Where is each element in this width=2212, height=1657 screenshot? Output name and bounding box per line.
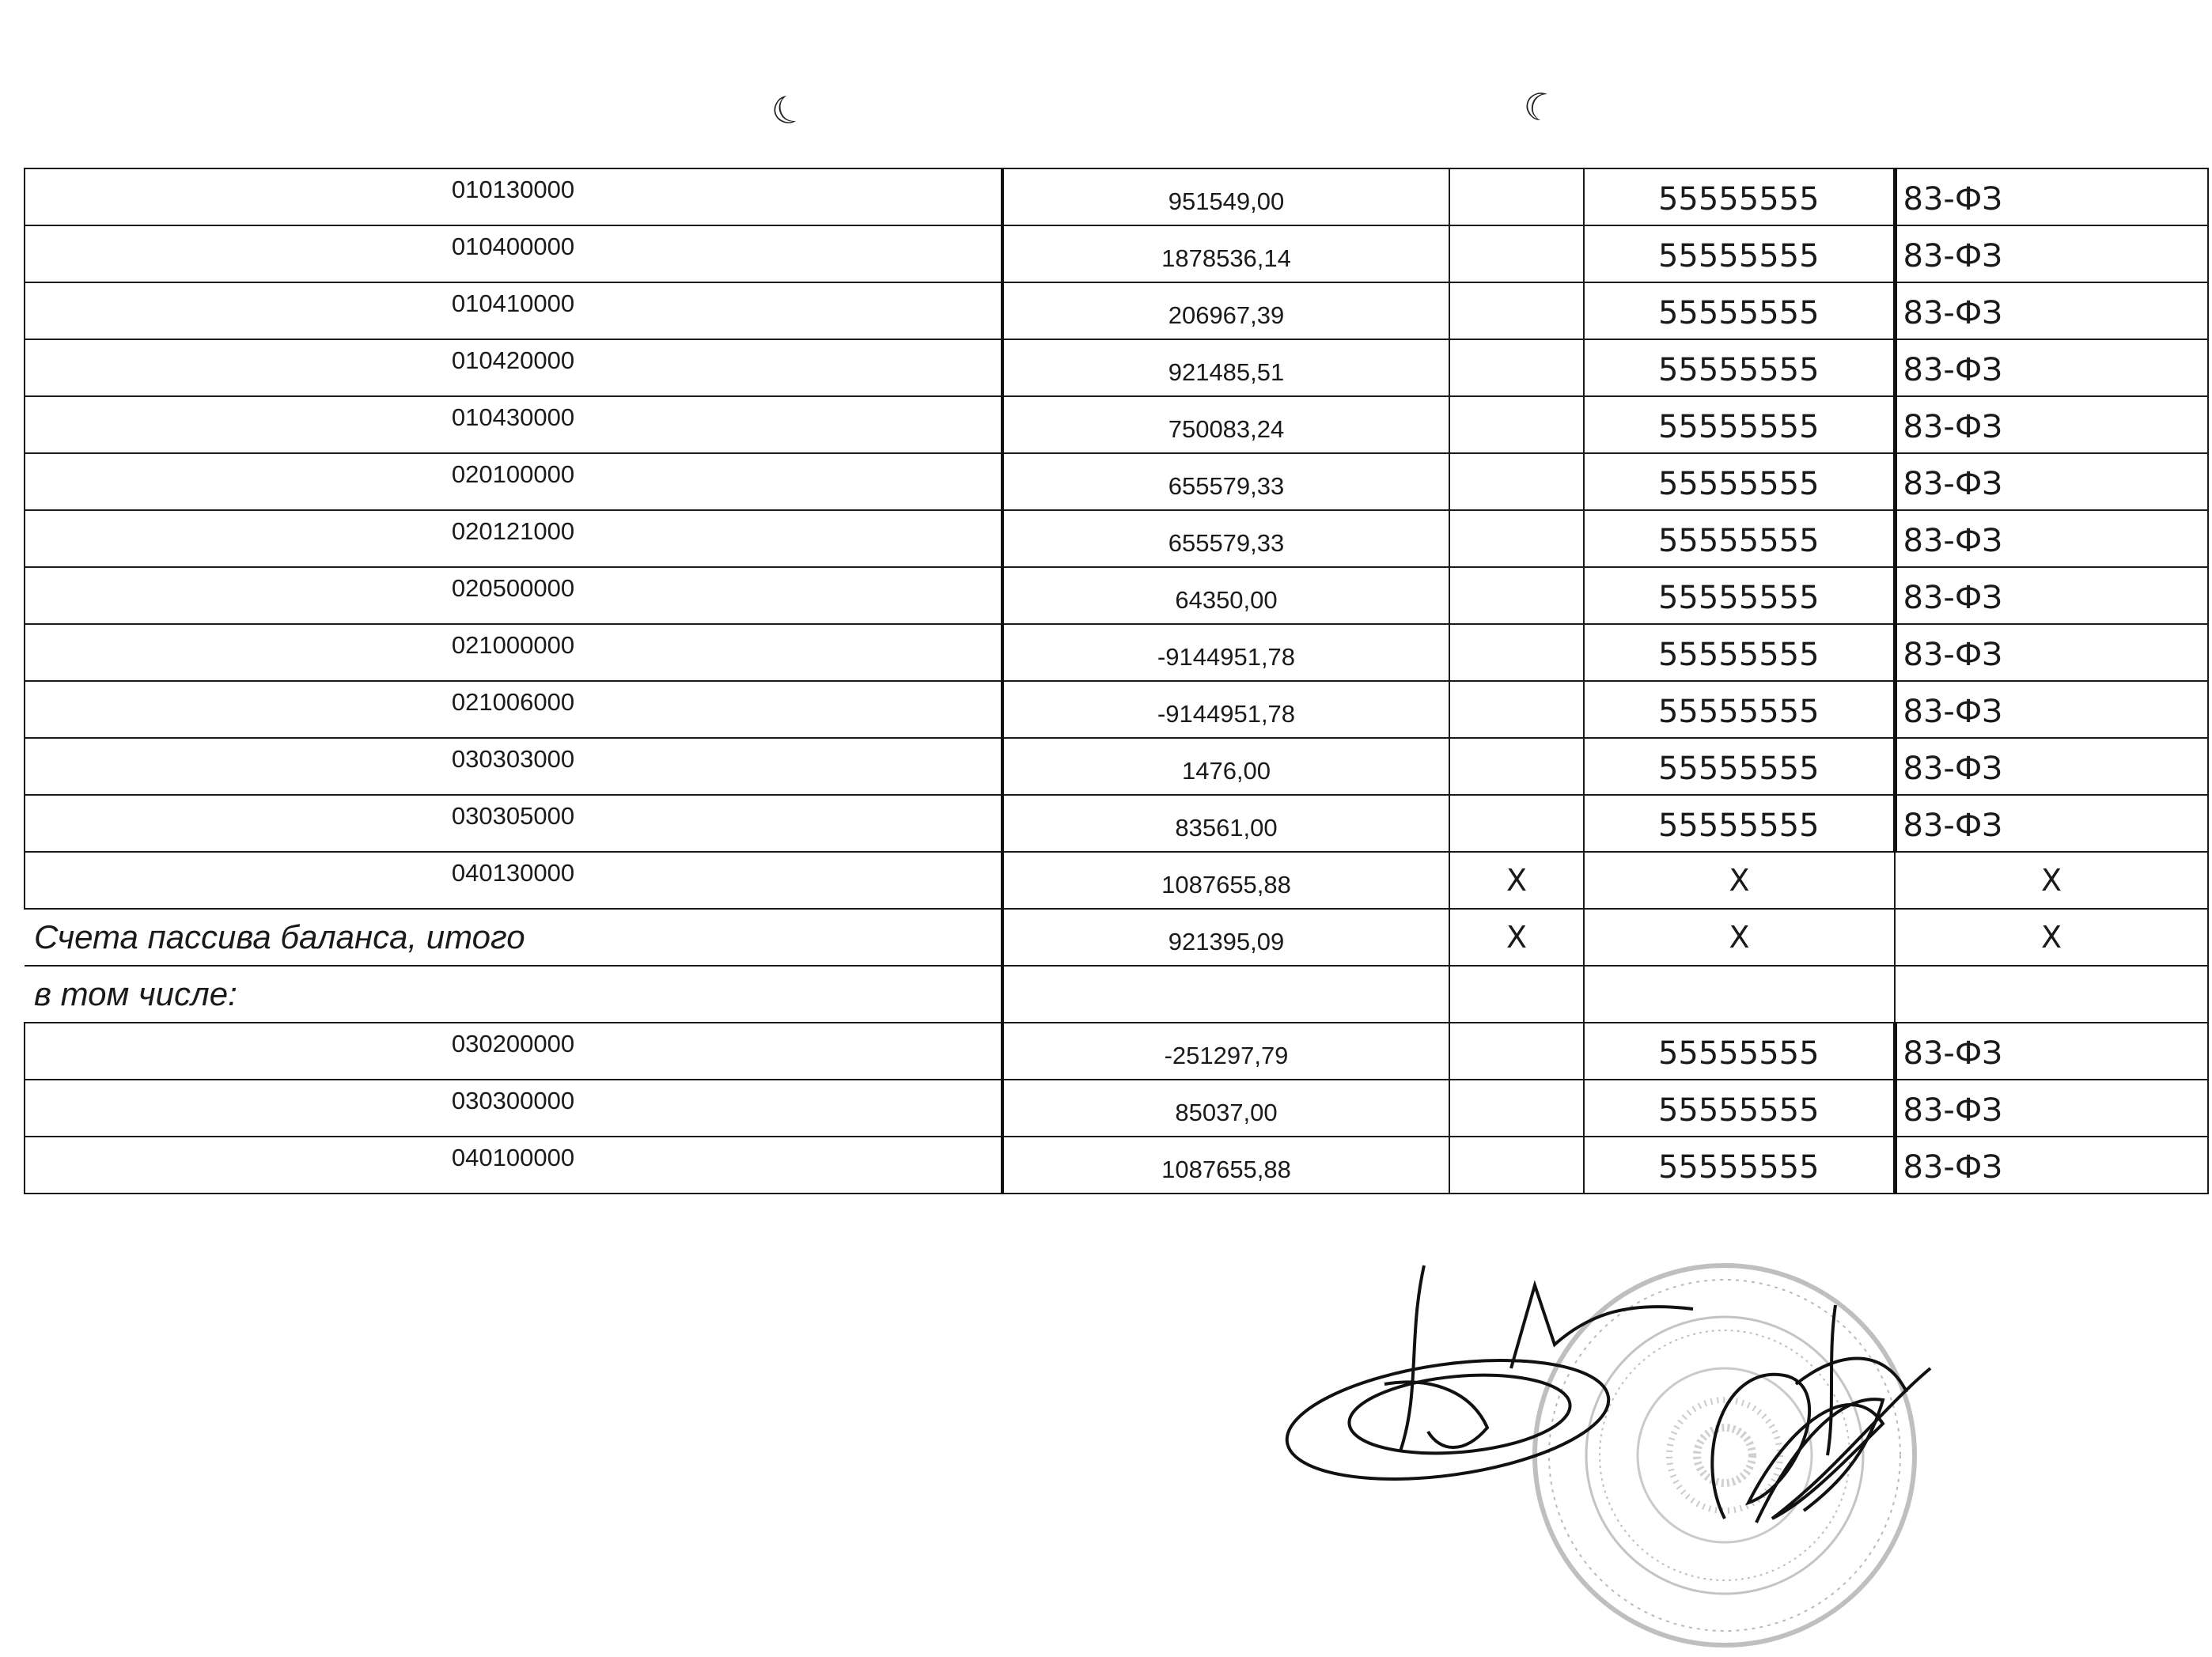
- empty-cell: [1449, 225, 1584, 282]
- table-row: [25, 282, 2208, 339]
- empty-cell: [1449, 795, 1584, 852]
- amount-cell: -251297,79: [1002, 1023, 1449, 1080]
- total-amount: 921395,09: [1002, 909, 1449, 966]
- reference-number: 55555555: [1584, 567, 1895, 624]
- empty-cell: [1449, 738, 1584, 795]
- x-mark: X: [1895, 852, 2208, 909]
- seal-and-signatures: [1282, 1218, 1994, 1653]
- law-reference: 83-ФЗ: [1895, 282, 2208, 339]
- table-row: [25, 1137, 2208, 1194]
- account-code: 040100000: [25, 1137, 1002, 1194]
- amount-cell: 1878536,14: [1002, 225, 1449, 282]
- reference-number: 55555555: [1584, 1023, 1895, 1080]
- empty-cell: [1449, 282, 1584, 339]
- empty-cell: [1449, 168, 1584, 225]
- law-reference: 83-ФЗ: [1895, 168, 2208, 225]
- law-reference: 83-ФЗ: [1895, 339, 2208, 396]
- reference-number: 55555555: [1584, 681, 1895, 738]
- amount-cell: 64350,00: [1002, 567, 1449, 624]
- account-code: 010410000: [25, 282, 1002, 339]
- amount-cell: -9144951,78: [1002, 624, 1449, 681]
- empty-cell: [1449, 1023, 1584, 1080]
- table-row: [25, 339, 2208, 396]
- amount-cell: 85037,00: [1002, 1080, 1449, 1137]
- table-row: [25, 1023, 2208, 1080]
- account-code: 010400000: [25, 225, 1002, 282]
- law-reference: 83-ФЗ: [1895, 1023, 2208, 1080]
- law-reference: 83-ФЗ: [1895, 510, 2208, 567]
- law-reference: 83-ФЗ: [1895, 396, 2208, 453]
- account-code: 021000000: [25, 624, 1002, 681]
- law-reference: 83-ФЗ: [1895, 681, 2208, 738]
- empty-cell: [1449, 453, 1584, 510]
- table-row: [25, 624, 2208, 681]
- account-code: 040130000: [25, 852, 1002, 909]
- law-reference: 83-ФЗ: [1895, 1080, 2208, 1137]
- law-reference: 83-ФЗ: [1895, 795, 2208, 852]
- empty-cell: [1449, 567, 1584, 624]
- amount-cell: 1087655,88: [1002, 852, 1449, 909]
- law-reference: 83-ФЗ: [1895, 1137, 2208, 1194]
- account-code: 030200000: [25, 1023, 1002, 1080]
- amount-cell: 750083,24: [1002, 396, 1449, 453]
- table-row: [25, 567, 2208, 624]
- empty-cell: [1449, 510, 1584, 567]
- assets-section: [25, 168, 2208, 1194]
- empty-cell: [1449, 396, 1584, 453]
- amount-cell: 206967,39: [1002, 282, 1449, 339]
- empty-cell: [1584, 966, 1895, 1023]
- account-code: 020100000: [25, 453, 1002, 510]
- amount-cell: 655579,33: [1002, 510, 1449, 567]
- table-row: [25, 225, 2208, 282]
- amount-cell: -9144951,78: [1002, 681, 1449, 738]
- amount-cell: 1476,00: [1002, 738, 1449, 795]
- reference-number: 55555555: [1584, 510, 1895, 567]
- law-reference: 83-ФЗ: [1895, 225, 2208, 282]
- table-row: [25, 852, 2208, 909]
- including-label: в том числе:: [25, 966, 1002, 1023]
- account-code: 030300000: [25, 1080, 1002, 1137]
- reference-number: 55555555: [1584, 795, 1895, 852]
- reference-number: 55555555: [1584, 396, 1895, 453]
- account-code: 030303000: [25, 738, 1002, 795]
- x-mark: X: [1584, 852, 1895, 909]
- scan-mark-icon: ☾: [1517, 81, 1562, 134]
- total-row: [25, 909, 2208, 966]
- reference-number: 55555555: [1584, 453, 1895, 510]
- signature-left: [1282, 1265, 1693, 1497]
- account-code: 010130000: [25, 168, 1002, 225]
- account-code: 020500000: [25, 567, 1002, 624]
- x-mark: X: [1449, 909, 1584, 966]
- reference-number: 55555555: [1584, 738, 1895, 795]
- empty-cell: [1449, 966, 1584, 1023]
- x-mark: X: [1584, 909, 1895, 966]
- including-row: [25, 966, 2208, 1023]
- law-reference: 83-ФЗ: [1895, 624, 2208, 681]
- law-reference: 83-ФЗ: [1895, 453, 2208, 510]
- amount-cell: 921485,51: [1002, 339, 1449, 396]
- table-row: [25, 795, 2208, 852]
- table-row: [25, 510, 2208, 567]
- reference-number: 55555555: [1584, 1080, 1895, 1137]
- account-code: 030305000: [25, 795, 1002, 852]
- table-row: [25, 738, 2208, 795]
- empty-cell: [1002, 966, 1449, 1023]
- reference-number: 55555555: [1584, 339, 1895, 396]
- x-mark: X: [1449, 852, 1584, 909]
- balance-sheet: [24, 168, 2207, 1194]
- table-row: [25, 453, 2208, 510]
- reference-number: 55555555: [1584, 225, 1895, 282]
- empty-cell: [1449, 1080, 1584, 1137]
- seal-icon: [1282, 1218, 1994, 1653]
- table-row: [25, 168, 2208, 225]
- empty-cell: [1449, 339, 1584, 396]
- table-row: [25, 1080, 2208, 1137]
- empty-cell: [1449, 1137, 1584, 1194]
- balance-table: [24, 168, 2209, 1194]
- amount-cell: 951549,00: [1002, 168, 1449, 225]
- reference-number: 55555555: [1584, 168, 1895, 225]
- account-code: 020121000: [25, 510, 1002, 567]
- reference-number: 55555555: [1584, 1137, 1895, 1194]
- section-total-label: Счета пассива баланса, итого: [25, 909, 1002, 966]
- x-mark: X: [1895, 909, 2208, 966]
- empty-cell: [1449, 624, 1584, 681]
- law-reference: 83-ФЗ: [1895, 738, 2208, 795]
- amount-cell: 83561,00: [1002, 795, 1449, 852]
- reference-number: 55555555: [1584, 282, 1895, 339]
- reference-number: 55555555: [1584, 624, 1895, 681]
- table-row: [25, 681, 2208, 738]
- scan-mark-icon: ☾: [764, 84, 812, 138]
- account-code: 010430000: [25, 396, 1002, 453]
- law-reference: 83-ФЗ: [1895, 567, 2208, 624]
- account-code: 021006000: [25, 681, 1002, 738]
- empty-cell: [1895, 966, 2208, 1023]
- amount-cell: 1087655,88: [1002, 1137, 1449, 1194]
- empty-cell: [1449, 681, 1584, 738]
- amount-cell: 655579,33: [1002, 453, 1449, 510]
- account-code: 010420000: [25, 339, 1002, 396]
- table-row: [25, 396, 2208, 453]
